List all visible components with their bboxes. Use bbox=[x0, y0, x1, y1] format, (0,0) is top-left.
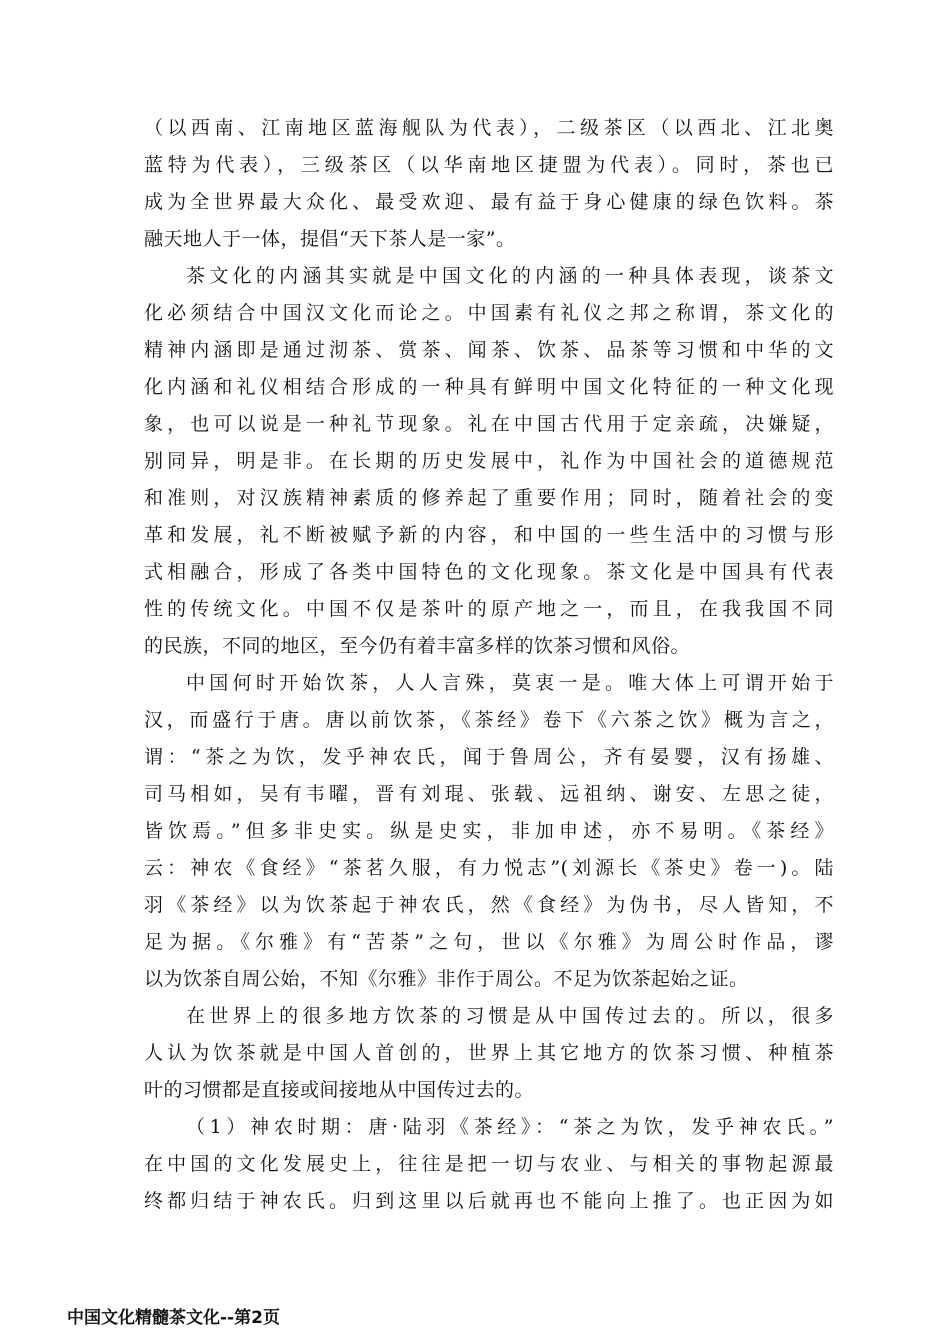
text-line: 以为饮茶自周公始，不知《尔雅》非作于周公。不足为饮茶起始之证。 bbox=[144, 968, 749, 990]
text-line: 皆饮焉。”但多非史实。纵是史实，非加申述，亦不易明。《茶经》 bbox=[144, 820, 834, 842]
text-line: 融天地人于一体，提倡“天下茶人是一家”。 bbox=[144, 228, 516, 250]
paragraph bbox=[144, 998, 834, 1109]
text-line: 在中国的文化发展史上，往往是把一切与农业、与相关的事物起源最 bbox=[144, 1153, 834, 1175]
body-text bbox=[144, 110, 834, 1220]
paragraph bbox=[144, 1109, 834, 1220]
text-line: 人认为饮茶就是中国人首创的，世界上其它地方的饮茶习惯、种植茶 bbox=[144, 1042, 834, 1064]
paragraph bbox=[144, 665, 834, 998]
text-line: 性的传统文化。中国不仅是茶叶的原产地之一，而且，在我我国不同 bbox=[144, 598, 834, 620]
page-footer: 中国文化精髓茶文化--第2页 bbox=[67, 1308, 280, 1328]
text-line: 成为全世界最大众化、最受欢迎、最有益于身心健康的绿色饮料。茶 bbox=[144, 191, 834, 213]
text-line: 汉，而盛行于唐。唐以前饮茶，《茶经》卷下《六茶之饮》概为言之， bbox=[144, 709, 834, 731]
text-line: （以西南、江南地区蓝海舰队为代表），二级茶区（以西北、江北奥 bbox=[144, 117, 834, 139]
text-line: 中国何时开始饮茶，人人言殊，莫衷一是。唯大体上可谓开始于 bbox=[186, 672, 834, 694]
text-line: 别同异，明是非。在长期的历史发展中，礼作为中国社会的道德规范 bbox=[144, 450, 834, 472]
text-line: 化内涵和礼仪相结合形成的一种具有鲜明中国文化特征的一种文化现 bbox=[144, 376, 834, 398]
text-line: 化必须结合中国汉文化而论之。中国素有礼仪之邦之称谓，茶文化的 bbox=[144, 302, 834, 324]
text-line: 在世界上的很多地方饮茶的习惯是从中国传过去的。所以，很多 bbox=[186, 1005, 834, 1027]
text-line: 式相融合，形成了各类中国特色的文化现象。茶文化是中国具有代表 bbox=[144, 561, 834, 583]
text-line: 终都归结于神农氏。归到这里以后就再也不能向上推了。也正因为如 bbox=[144, 1190, 834, 1212]
text-line: 谓：“茶之为饮，发乎神农氏，闻于鲁周公，齐有晏婴，汉有扬雄、 bbox=[144, 746, 834, 768]
paragraph bbox=[144, 110, 834, 258]
text-line: 精神内涵即是通过沏茶、赏茶、闻茶、饮茶、品茶等习惯和中华的文 bbox=[144, 339, 834, 361]
text-line: 蓝特为代表），三级茶区（以华南地区捷盟为代表）。同时，茶也已 bbox=[144, 154, 834, 176]
text-line: 司马相如，吴有韦曜，晋有刘琨、张载、远祖纳、谢安、左思之徒， bbox=[144, 783, 834, 805]
text-line: 和准则，对汉族精神素质的修养起了重要作用；同时，随着社会的变 bbox=[144, 487, 834, 509]
text-line: 羽《茶经》以为饮茶起于神农氏，然《食经》为伪书，尽人皆知，不 bbox=[144, 894, 834, 916]
text-line: 足为据。《尔雅》有“苦荼”之句，世以《尔雅》为周公时作品，谬 bbox=[144, 931, 834, 953]
text-line: 茶文化的内涵其实就是中国文化的内涵的一种具体表现，谈茶文 bbox=[186, 265, 834, 287]
text-line: 的民族，不同的地区，至今仍有着丰富多样的饮茶习惯和风俗。 bbox=[144, 635, 691, 657]
text-line: 革和发展，礼不断被赋予新的内容，和中国的一些生活中的习惯与形 bbox=[144, 524, 834, 546]
paragraph bbox=[144, 258, 834, 665]
text-line: 象，也可以说是一种礼节现象。礼在中国古代用于定亲疏，决嫌疑， bbox=[144, 413, 834, 435]
text-line: （1）神农时期：唐·陆羽《茶经》：“茶之为饮，发乎神农氏。” bbox=[186, 1116, 834, 1138]
text-line: 叶的习惯都是直接或间接地从中国传过去的。 bbox=[144, 1079, 535, 1101]
text-line: 云：神农《食经》“茶茗久服，有力悦志”(刘源长《茶史》卷一)。陆 bbox=[144, 857, 834, 879]
